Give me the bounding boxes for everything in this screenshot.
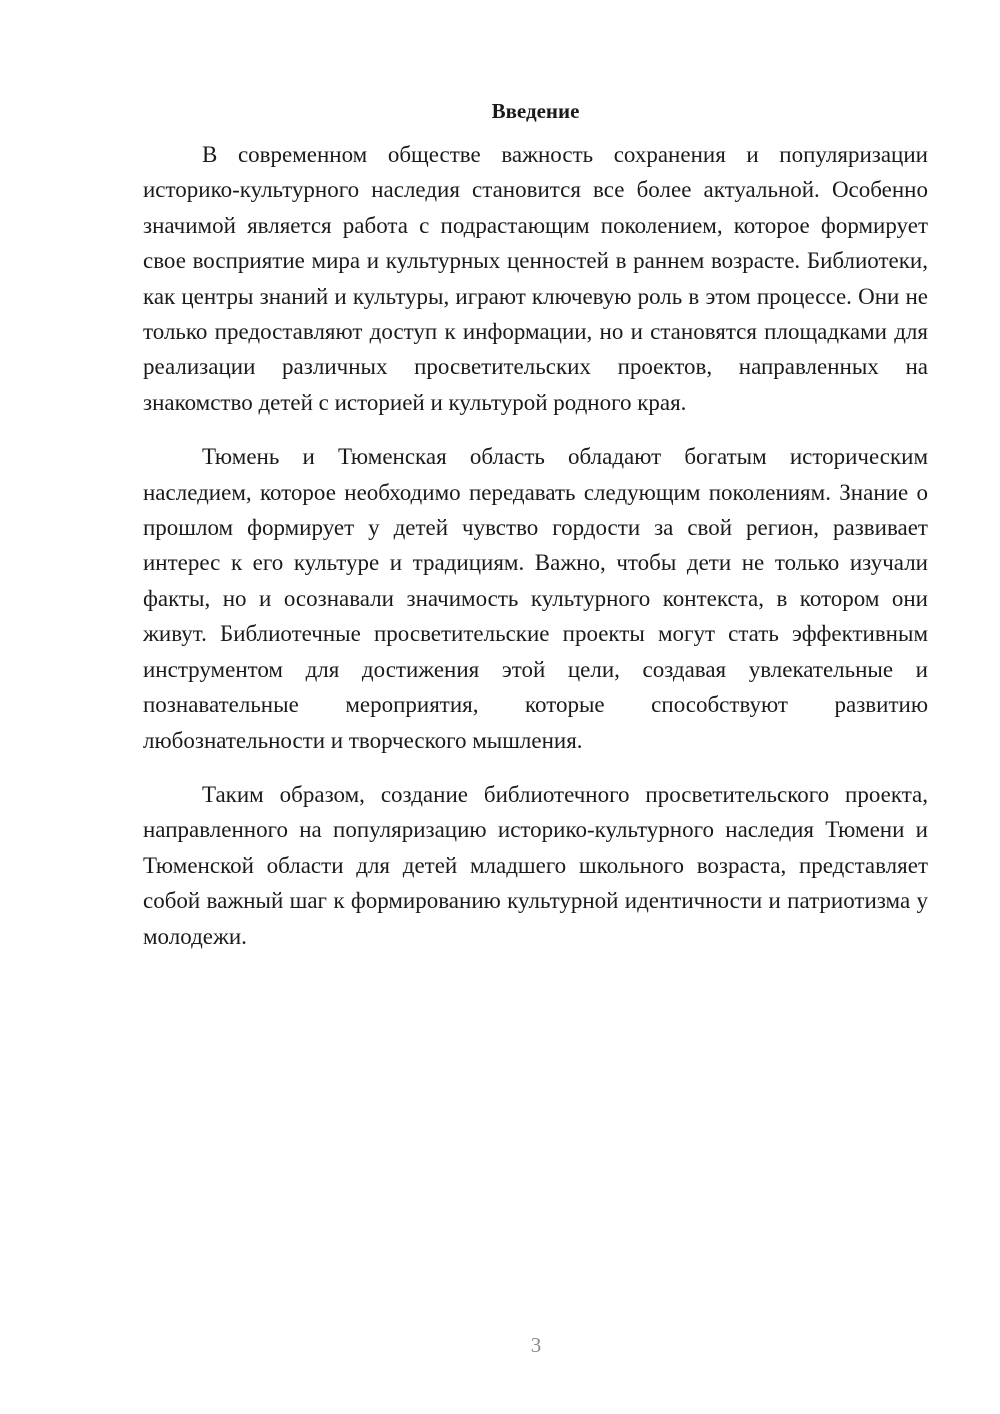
paragraph-2: Тюмень и Тюменская область обладают богатым историческим наследием, которое необходимо передавать следующим поколениям. Знание о прошлом формирует у детей чувство гордости за свой регион, развивает интерес к его культуре и традициям. Важно, чтобы дети не только изучали факты, но и осознавали значимость культурного контекста, в котором они живут. Библиотечные просветительские проекты могут стать эффективным инструментом для достижения этой цели, создавая увлекательные и познавательные мероприятия, которые способствуют развитию любознательности и творческого мышления. <box>143 444 928 753</box>
page-content <box>143 96 928 954</box>
section-title: Введение <box>491 99 580 123</box>
paragraph-1: В современном обществе важность сохранения и популяризации историко-культурного наследия становится все более актуальной. Особенно значимой является работа с подрастающим поколением, которое формирует свое восприятие мира и культурных ценностей в раннем возрасте. Библиотеки, как центры знаний и культуры, играют ключевую роль в этом процессе. Они не только предоставляют доступ к информации, но и становятся площадками для реализации различных просветительских проектов, направленных на знакомство детей с историей и культурой родного края. <box>143 142 928 415</box>
page-number: 3 <box>530 1333 542 1357</box>
paragraph-3: Таким образом, создание библиотечного просветительского проекта, направленного на популяризацию историко-культурного наследия Тюмени и Тюменской области для детей младшего школьного возраста, представляет собой важный шаг к формированию культурной идентичности и патриотизма у молодежи. <box>143 781 928 949</box>
